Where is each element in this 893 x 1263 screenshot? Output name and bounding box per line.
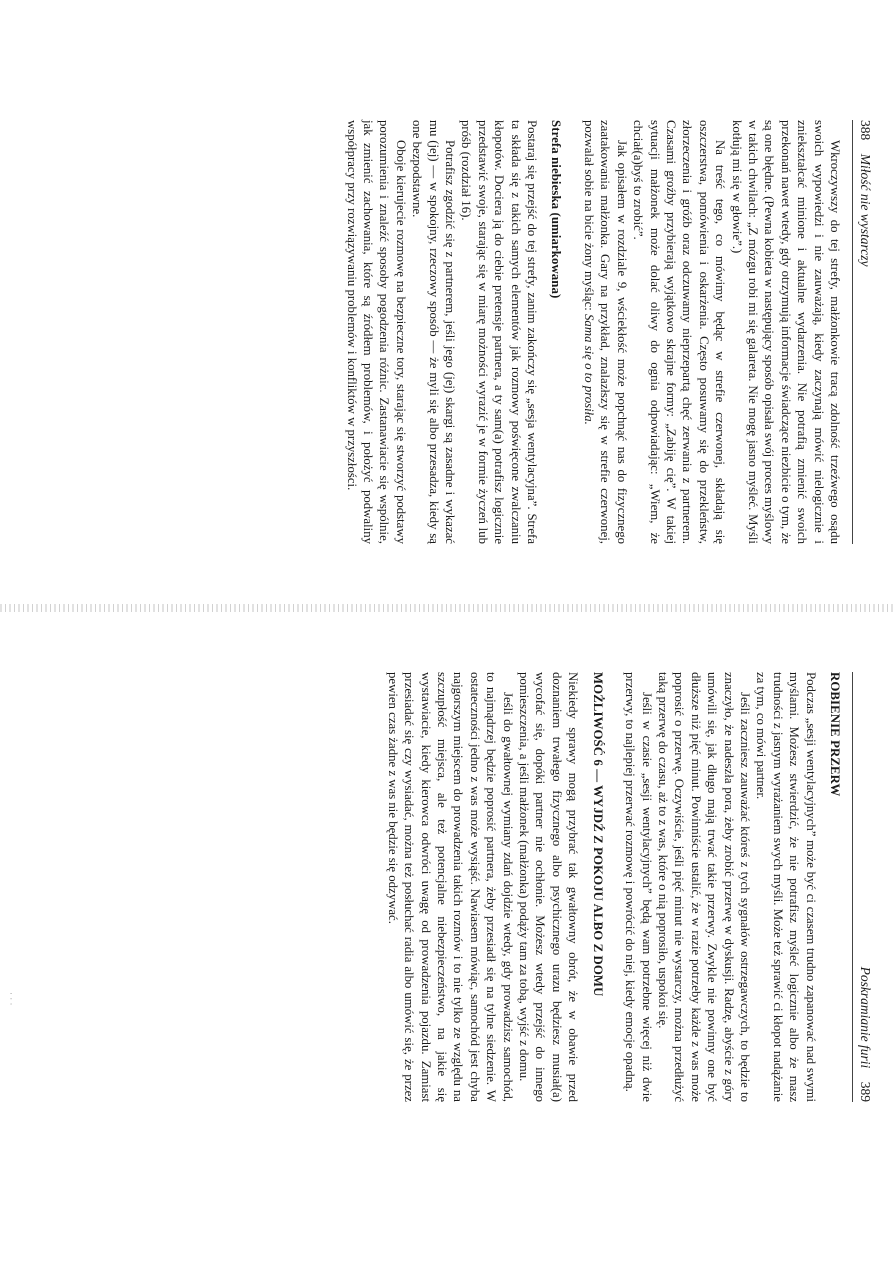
- right-page-number: 389: [858, 1081, 873, 1102]
- paragraph: Jeśli zaczniesz zauważać któreś z tych sygnałów ostrzegawczych, to będzie to znaczyło, że nadeszła pora, żeby zrobić przerwę w dyskusji. Radzę, abyście z góry umówili się, jak długo mają trwać takie przerwy. Zwykle nie powinny one być dłuższe niż pięć minut. Powinniście ustalić, że w razie potrzeby każde z was może poprosić o przerwę. Oczywiście, jeśli pięć minut nie wystarczy, można przedłużyć taką przerwę do czasu, aż to z was, które o nią poprosiło, uspokoi się.: [655, 672, 752, 1102]
- right-page-content: [20, 672, 843, 1102]
- paragraph: Potrafisz zgodzić się z partnerem, jeśli jego (jej) skargi są zasadne i wykazać mu (jej) — w spokojny, rzeczowy sposób — że myli się albo przesadza, kiedy są one bezpodstawne.: [410, 120, 458, 544]
- paragraph: Oboje kierujecie rozmowę na bezpieczne tory, starając się stworzyć podstawy porozumienia i znaleźć sposoby pogodzenia różnic. Zastanawiacie się wspólnie, jak zmienić zachowania, które są źródłem problemów, i położyć podwaliny współpracy przy rozwiązywaniu problemów i konfliktów w przyszłości.: [344, 120, 408, 544]
- italic-quote: Sama się o to prosiła.: [581, 314, 596, 425]
- paragraph: Jeśli do gwałtownej wymiany zdań dojdzie wtedy, gdy prowadzisz samochód, to najmądrzej będzie poprosić partnera, żeby przesiadł się na tylne siedzenie. W ostateczności jedno z was może wysiąść. Nawiasem mówiąc, samochód jest chyba najgorszym miejscem do prowadzenia takich rozmów i to nie tylko ze względu na szczupłość miejsca, ale też potencjalne niebezpieczeństwo, na jakie się wystawiacie, kiedy kierowca odwróci uwagę od prowadzenia pojazdu. Zamiast przesiadać się czy wysiadać, można też posłuchać radia albo umówić się, że przez pewien czas żadne z was nie będzie się odzywać.: [385, 672, 515, 1102]
- right-page: [0, 612, 893, 1222]
- section-heading-blue-zone: Strefa niebieska (umiarkowana): [549, 120, 564, 299]
- paragraph: Jeśli w czasie „sesji wentylacyjnych” będą wam potrzebne więcej niż dwie przerwy, to najlepiej przerwać rozmowę i powrócić do niej, kiedy emocje opadną.: [623, 672, 654, 1102]
- paragraph: Podczas „sesji wentylacyjnych” może być ci czasem trudno zapanować nad swymi myślami. Możesz stwierdzić, że nie potrafisz myśleć logicznie albo że masz trudności z jasnym wyrażaniem swych myśli. Może też sprawić ci kłopot nadążanie za tym, co mówi partner.: [754, 672, 818, 1102]
- paragraph: Wkroczywszy do tej strefy, małżonkowie tracą zdolność trzeźwego osądu swoich wypowiedzi i nie zauważają, kiedy zaczynają mówić nielogicznie i zniekształcać minione i aktualne wydarzenia. Nie potrafią zmienić swoich przekonań nawet wtedy, gdy otrzymują informacje świadczące niezbicie o tym, że są one błędne. (Pewna kobieta w następujący sposób opisała swój proces myślowy w takich chwilach: „Z mózgu robi mi się galareta. Nie mogę jasno myśleć. Myśli kotłują mi się w głowie”.): [729, 120, 842, 544]
- stray-scan-mark: · · ·: [6, 992, 16, 1006]
- paragraph: Na treść tego, co mówimy będąc w strefie czerwonej, składają się oszczerstwa, pomówienia i oskarżenia. Często posuwamy się do przekleństw, złorzeczenia i gróźb oraz odczuwamy nieprzepartą chęć zerwania z partnerem. Czasami groźby przybierają wyjątkowo skrajne formy: „Zabiję cię”. W takiej sytuacji małżonek może dolać oliwy do ognia odpowiadając: „Wiem, że chciał(a)byś to zrobić”.: [631, 120, 728, 544]
- paragraph-text: Jak opisałem w rozdziale 9, wściekłość może popchnąć nas do fizycznego zaatakowania małżonka. Gary na przykład, znalazłszy się w strefie czerwonej, pozwalał sobie na bicie żony myśląc:: [581, 120, 629, 544]
- left-page-number: 388: [858, 120, 873, 141]
- book-gutter: [0, 604, 893, 612]
- paragraph: [581, 120, 630, 544]
- left-page-content: [20, 120, 843, 544]
- right-running-header: [852, 672, 875, 1102]
- right-header-title: Poskramianie furii: [858, 966, 873, 1069]
- left-header-title: Miłość nie wystarczy: [858, 153, 873, 267]
- paragraph: Postaraj się przejść do tej strefy, zanim zakończy się „sesja wentylacyjna”. Strefa ta składa się z takich samych elementów jak rozmowy poświęcone zwalczaniu kłopotów. Dociera ją do ciebie pretensje partnera, a ty sam(a) potrafisz logicznie przedstawić swoje, starając się w miarę możności wyrazić je w formie życzeń lub próśb (rozdział 16).: [459, 120, 540, 544]
- section-heading-breaks: ROBIENIE PRZERW: [828, 672, 842, 797]
- left-running-header: [852, 120, 875, 544]
- paragraph: Niekiedy sprawy mogą przybrać tak gwałtowny obrót, że w obawie przed doznaniem trwałego fizycznego albo psychicznego urazu będziesz musiał(a) wycofać się, dopóki partner nie ochłonie. Możesz wtedy przejść do innego pomieszczenia, a jeśli małżonek (małżonka) podąży tam za tobą, wyjść z domu.: [517, 672, 581, 1102]
- section-heading-option-6: MOŻLIWOŚĆ 6 — WYJDŹ Z POKOJU ALBO Z DOMU: [590, 672, 605, 997]
- left-page: [0, 0, 893, 610]
